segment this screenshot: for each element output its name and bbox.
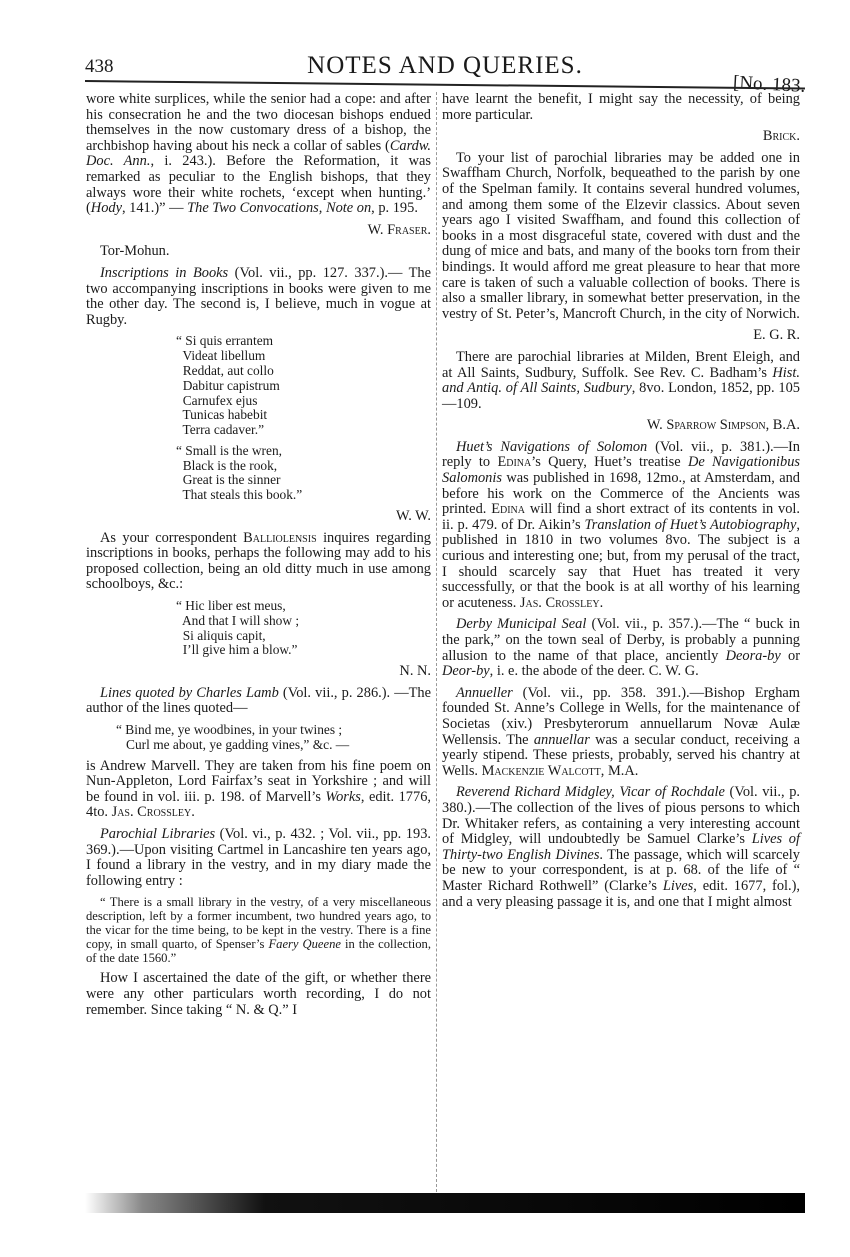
text-run: inquires regarding inscriptions in books, perhaps the following may add to his proposed collection, being an old ditty much in use among schoolboys, &c.: bbox=[86, 529, 431, 593]
italic-title: Faery Queene bbox=[268, 937, 341, 952]
text-run: There are parochial libraries at Milden, Brent Eleigh, and at All Saints, Sudbury, Suffolk. See Rev. C. Badham’s bbox=[442, 348, 800, 381]
signature bbox=[86, 223, 431, 239]
text-run: (Vol. vii., p. 286.). —The author of the lines quoted— bbox=[86, 684, 432, 717]
small-caps-name: Edina bbox=[497, 454, 532, 471]
paragraph bbox=[442, 617, 800, 679]
signature bbox=[86, 664, 431, 680]
italic-title: Lines quoted by Charles Lamb bbox=[100, 684, 279, 701]
text-run: was published in 1698, 12mo., at Amsterdam, and before his work on the Commerce of the Ancients was printed. bbox=[442, 470, 800, 518]
signature bbox=[442, 328, 800, 344]
paragraph bbox=[86, 971, 431, 1018]
small-caps-name: Mackenzie Walcott bbox=[481, 762, 601, 779]
verse-quotation bbox=[116, 723, 431, 753]
right-column bbox=[442, 92, 800, 916]
paragraph bbox=[442, 151, 800, 323]
text-run: E. G. R. bbox=[753, 327, 800, 344]
running-header bbox=[85, 52, 806, 97]
italic-title: Huet’s Navigations of Solomon bbox=[456, 438, 648, 455]
text-run: (Vol. vii., pp. 358. 391.).—Bishop Ergham founded St. Anne’s College in Wells, for the maintenance of Societas (xiv.) Presbyterorum annuellarum Novæ Aulæ Wellensis. The bbox=[442, 684, 800, 748]
small-caps-name: Jas. Crossley bbox=[111, 804, 192, 821]
text-run: . bbox=[427, 221, 431, 238]
italic-title: Deor-by bbox=[442, 663, 490, 680]
verse-line: Reddat, aut collo bbox=[176, 362, 274, 378]
italic-title: annuellar bbox=[533, 731, 590, 748]
small-caps-name: Edina bbox=[491, 501, 525, 518]
paragraph bbox=[86, 244, 431, 260]
verse-line: Si aliquis capit, bbox=[176, 627, 266, 643]
verse-line: Dabitur capistrum bbox=[176, 377, 280, 393]
text-run: , 8vo. London, 1852, pp. 105—109. bbox=[442, 380, 800, 412]
italic-title: De Navigationibus Salomonis bbox=[442, 454, 800, 487]
verse-line: Tunicas habebit bbox=[176, 407, 268, 423]
text-run: How I ascertained the date of the gift, or whether there were any other particulars worth recording, I do not remember. Since taking “ N. & Q.” I bbox=[86, 970, 431, 1018]
text-run: was a secular conduct, receiving a yearly stipend. These priests, probably, served his chantry at Wells. bbox=[442, 731, 800, 779]
signature bbox=[442, 129, 800, 145]
text-run: (Vol. vii., p. 381.).—In reply to bbox=[442, 438, 800, 471]
verse-line: “ Bind me, ye woodbines, in your twines ; bbox=[116, 722, 343, 738]
journal-title: NOTES AND QUERIES. bbox=[307, 52, 583, 79]
paragraph bbox=[86, 759, 431, 821]
paragraph bbox=[442, 785, 800, 910]
text-run: , 141.)” — bbox=[121, 200, 188, 217]
verse-line: Curl me about, ye gadding vines,” &c. — bbox=[116, 736, 350, 752]
text-run: . bbox=[796, 128, 800, 145]
text-run: , M.A. bbox=[600, 762, 639, 779]
small-caps-name: Brick bbox=[762, 128, 797, 145]
verse-line: “ Hic liber est meus, bbox=[176, 598, 286, 614]
text-run: (Vol. vii., p. 357.).—The “ buck in the park,” on the town seal of Derby, is probably a punning allusion to the name of that place, anciently bbox=[442, 616, 801, 664]
text-run: “ There is a small library in the vestry, of a very miscellaneous description, left by a former incumbent, two hundred years ago, to the vicar for the time being, to be kept in the vestry. There is a fine copy, in small quarto, of Spenser’s bbox=[86, 895, 431, 952]
page-number: 438 bbox=[85, 56, 114, 77]
text-run: have learnt the benefit, I might say the necessity, of being more particular. bbox=[442, 91, 800, 123]
paragraph bbox=[442, 92, 800, 123]
text-run: , B.A. bbox=[765, 417, 800, 434]
italic-title: Reverend Richard Midgley, Vicar of Rochdale bbox=[456, 784, 725, 801]
text-run: . bbox=[599, 594, 604, 611]
text-run: Tor-Mohun. bbox=[100, 243, 170, 260]
left-column bbox=[86, 92, 431, 1024]
paragraph bbox=[86, 92, 431, 217]
small-caps-name: Balliolensis bbox=[243, 529, 317, 546]
text-run: , edit. 1677, fol.), and a very pleasing passage it is, and one that I might almost bbox=[442, 877, 801, 910]
text-run: W. bbox=[367, 221, 388, 238]
italic-title: Translation of Huet’s Autobiography bbox=[584, 516, 797, 533]
italic-title: The Two Convocations, Note on bbox=[187, 200, 372, 217]
signature bbox=[442, 418, 800, 434]
paragraph bbox=[86, 827, 431, 889]
verse-line: I’ll give him a blow.” bbox=[176, 642, 298, 658]
paragraph bbox=[86, 686, 431, 717]
verse-line: Carnufex ejus bbox=[176, 392, 258, 408]
text-run: , edit. 1776, 4to. bbox=[86, 788, 431, 821]
text-run: (Vol. vii., p. 380.).—The collection of the lives of pious persons to which Dr. Whitaker refers, as containing a very interesting account of Midgley, will undoubtedly be Samuel Clarke’s bbox=[442, 784, 800, 848]
italic-title: Hist. and Antiq. of All Saints, Sudbury bbox=[442, 364, 800, 397]
verse-line: “ Si quis errantem bbox=[176, 333, 274, 349]
paragraph bbox=[442, 686, 800, 780]
italic-title: Parochial Libraries bbox=[100, 825, 216, 842]
verse-line: That steals this book.” bbox=[176, 487, 303, 503]
text-run: As your correspondent bbox=[100, 529, 244, 546]
text-run: wore white surplices, while the senior had a cope: and after his consecration he and the two diocesan bishops endued themselves in the now customary dress of a bishop, the archbishop having about his neck a collar of sables ( bbox=[86, 91, 431, 154]
text-run: in the collection, of the date 1560.” bbox=[86, 937, 431, 966]
text-run: (Vol. vi., p. 432. ; Vol. vii., pp. 193. 369.).—Upon visiting Cartmel in Lancashire ten years ago, I found a library in the vestry, and in my diary made the following entry : bbox=[86, 825, 431, 889]
text-run: ’s Query, Huet’s treatise bbox=[531, 454, 688, 471]
text-run: , published in 1810 in two volumes 8vo. The subject is a curious and interesting one; but, from my perusal of the tract, I should scarcely say that Huet has treated it very successfully, or that the book is at all worthy of his learning or acuteness. bbox=[442, 516, 800, 611]
verse-line: “ Small is the wren, bbox=[176, 442, 282, 458]
text-run: , i. e. the abode of the deer. C. W. G. bbox=[489, 663, 699, 680]
issue-number: [No. 183. bbox=[732, 72, 806, 97]
italic-title: Annueller bbox=[456, 684, 513, 701]
text-run: (Vol. vii., pp. 127. 337.).— The two accompanying inscriptions in books were given to me the other day. The second is, I believe, much in vogue at Rugby. bbox=[86, 264, 431, 328]
italic-title: Inscriptions in Books bbox=[100, 264, 229, 281]
text-run: N. N. bbox=[399, 663, 431, 680]
scan-edge-shadow bbox=[85, 1193, 805, 1213]
text-run: , i. 243.). Before the Reformation, it was remarked as peculiar to the English bishops, that they always wore their white rochets, ‘except when hunting.’ ( bbox=[86, 153, 431, 217]
italic-title: Hody bbox=[90, 200, 122, 217]
text-run: or bbox=[780, 647, 800, 664]
text-run: , p. 195. bbox=[371, 200, 418, 217]
text-run: . bbox=[191, 804, 195, 821]
paragraph bbox=[86, 266, 431, 328]
verse-quotation bbox=[176, 444, 431, 503]
verse-line: And that I will show ; bbox=[176, 612, 300, 628]
text-run: . The passage, which will scarcely be new to your correspondent, is at p. 68. of the life of “ Master Richard Rothwell” (Clarke’s bbox=[442, 846, 800, 894]
paragraph bbox=[442, 440, 800, 612]
text-run: To your list of parochial libraries may be added one in Swaffham Church, Norfolk, bequeathed to the parish by one of the Spelman family. It contains several hundred volumes, and among them some of the Elzevir classics. About seven years ago I visited Swaffham, and found this collection of books in a most disgraceful state, covered with dust and the dung of mice and bats, and many of the books torn from their bindings. It would afford me great pleasure to hear that more care is taken of such a valuable collection of books. There is also a smaller library, in somewhat better preservation, in the vestry of St. Peter’s, Mancroft Church, in the city of Norwich. bbox=[442, 149, 800, 322]
paragraph bbox=[86, 531, 431, 593]
italic-title: Lives of Thirty-two English Divines bbox=[442, 831, 801, 863]
italic-title: Cardw. Doc. Ann. bbox=[86, 137, 431, 170]
text-run: W. W. bbox=[395, 508, 431, 525]
text-run: will find a short extract of its contents in vol. ii. p. 479. of Dr. Aikin’s bbox=[442, 501, 800, 533]
text-run: W. bbox=[646, 417, 667, 434]
paragraph bbox=[442, 350, 800, 412]
verse-quotation bbox=[176, 599, 431, 658]
verse-quotation bbox=[176, 334, 431, 438]
verse-line: Terra cadaver.” bbox=[176, 422, 265, 438]
small-caps-name: Fraser bbox=[387, 221, 428, 238]
small-caps-name: Sparrow Simpson bbox=[666, 417, 766, 434]
italic-title: Works bbox=[325, 788, 361, 805]
italic-title: Deora-by bbox=[725, 647, 781, 664]
small-caps-name: Jas. Crossley bbox=[519, 594, 600, 611]
signature bbox=[86, 509, 431, 525]
text-run: is Andrew Marvell. They are taken from his fine poem on Nun-Appleton, Lord Fairfax’s seat in Yorkshire ; and will be found in vol. iii. p. 198. of Marvell’s bbox=[86, 757, 431, 805]
verse-line: Black is the rook, bbox=[176, 457, 278, 473]
quoted-entry bbox=[86, 895, 431, 965]
verse-line: Great is the sinner bbox=[176, 472, 281, 488]
italic-title: Derby Municipal Seal bbox=[456, 616, 587, 633]
column-divider bbox=[436, 92, 437, 1207]
italic-title: Lives bbox=[662, 877, 694, 894]
verse-line: Videat libellum bbox=[176, 348, 266, 364]
